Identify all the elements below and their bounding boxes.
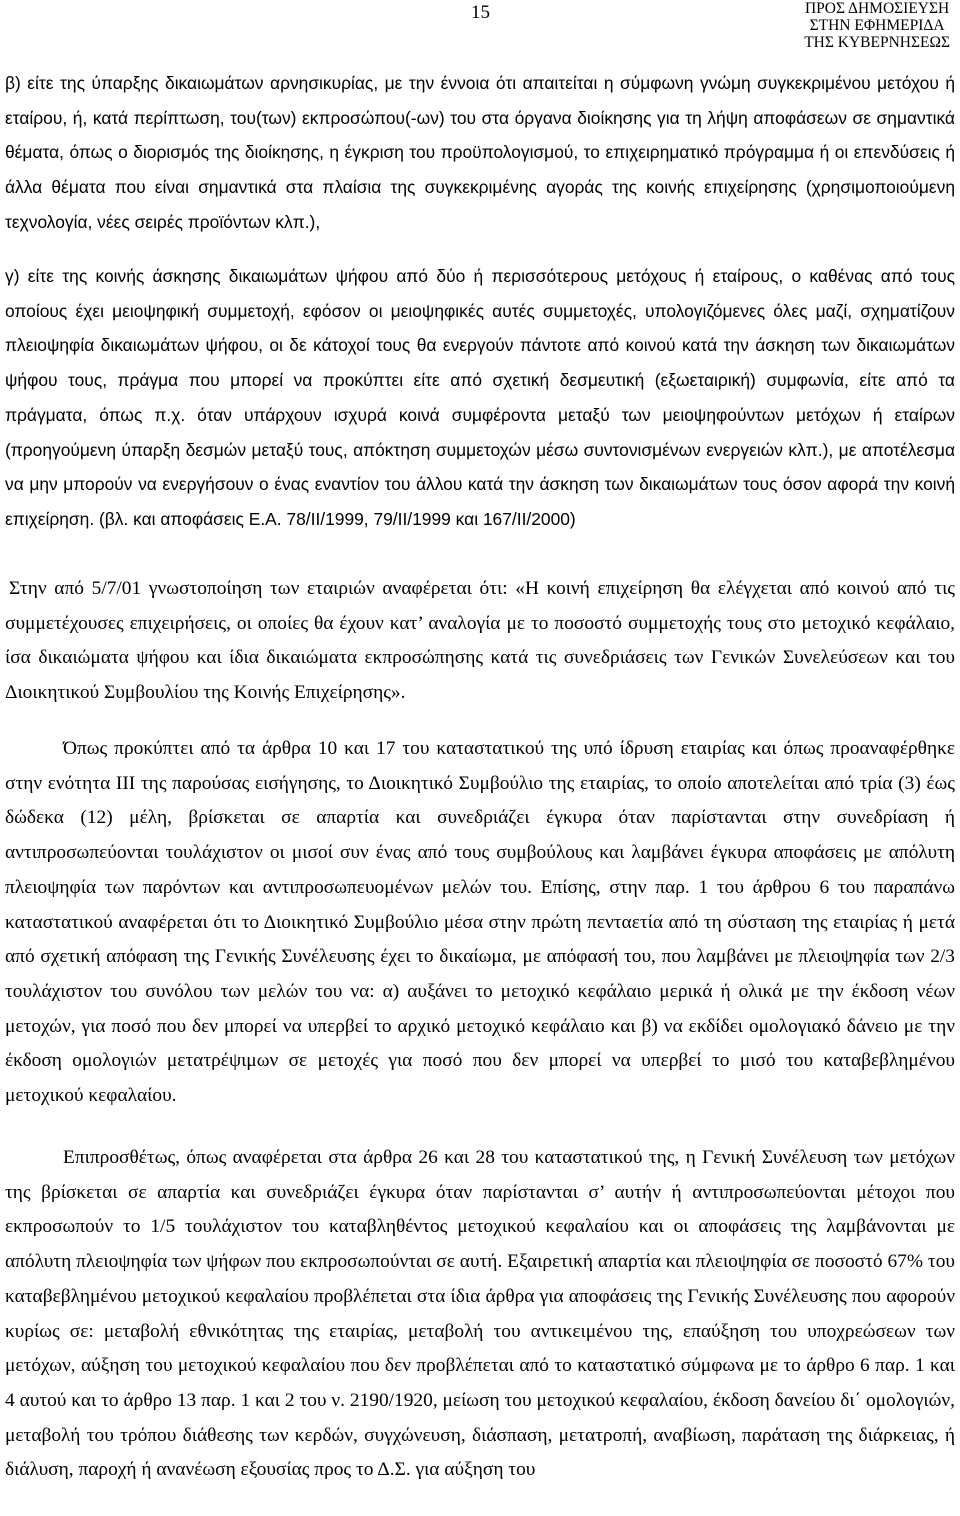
publication-stamp	[804, 0, 950, 51]
paragraph-joint-voting: γ) είτε της κοινής άσκησης δικαιωμάτων ψήφου από δύο ή περισσότερους μετόχους ή εταίρους, ο καθένας από τους οποίους έχει μειοψηφική συμμετοχή, εφόσον οι μειοψηφικές αυτές συμμετοχές, υπολογιζόμενες όλες μαζί, σχηματίζουν πλειοψηφία δικαιωμάτων ψήφου, οι δε κάτοχοί τους θα ενεργούν πάντοτε από κοινού κατά την άσκηση των δικαιωμάτων ψήφου τους, πράγμα που μπορεί να προκύπτει είτε από σχετική δεσμευτική (εξωεταιρική) συμφωνία, είτε από τα πράγματα, όπως π.χ. όταν υπάρχουν ισχυρά κοινά συμφέροντα μεταξύ των μειοψηφούντων μετόχων ή εταίρων (προηγούμενη ύπαρξη δεσμών μεταξύ τους, απόκτηση συμμετοχών μέσω συντονισμένων ενεργειών κλπ.), με αποτέλεσμα να μην μπορούν να ενεργήσουν ο ένας εναντίον του άλλου κατά την άσκηση των δικαιωμάτων τους όσον αφορά την κοινή επιχείρηση. (βλ. και αποφάσεις Ε.Α. 78/ΙΙ/1999, 79/ΙΙ/1999 και 167/ΙΙ/2000)	[5, 266, 955, 529]
stamp-line-2: ΣΤΗΝ ΕΦΗΜΕΡΙΔΑ	[809, 17, 945, 34]
stamp-line-1: ΠΡΟΣ ΔΗΜΟΣΙΕΥΣΗ	[804, 0, 950, 17]
paragraph-veto-rights: β) είτε της ύπαρξης δικαιωμάτων αρνησικυρίας, με την έννοια ότι απαιτείται η σύμφωνη γνώμη συγκεκριμένου μετόχου ή εταίρου, ή, κατά περίπτωση, του(των) εκπροσώπου(-ων) του στα όργανα διοίκησης για τη λήψη αποφάσεων σε σημαντικά θέματα, όπως ο διορισμός της διοίκησης, η έγκριση του προϋπολογισμού, το επιχειρηματικό πρόγραμμα ή οι επενδύσεις ή άλλα θέματα που είναι σημαντικά στα πλαίσια της συγκεκριμένης αγοράς της κοινής επιχείρησης (χρησιμοποιούμενη τεχνολογία, νέες σειρές προϊόντων κλπ.),	[5, 73, 955, 232]
paragraph-general-assembly: Επιπροσθέτως, όπως αναφέρεται στα άρθρα 26 και 28 του καταστατικού της, η Γενική Συνέλευση των μετόχων της βρίσκεται σε απαρτία και συνεδριάζει έγκυρα όταν παρίστανται σ’ αυτήν ή αντιπροσωπεύονται μέτοχοι που εκπροσωπούν το 1/5 τουλάχιστον του καταβληθέντος μετοχικού κεφαλαίου και οι αποφάσεις της λαμβάνονται με απόλυτη πλειοψηφία των ψήφων που εκπροσωπούνται σε αυτή. Εξαιρετική απαρτία και πλειοψηφία σε ποσοστό 67% του καταβεβλημένου μετοχικού κεφαλαίου προβλέπεται στα ίδια άρθρα για αποφάσεις της Γενικής Συνέλευσης που αφορούν κυρίως σε: μεταβολή εθνικότητας της εταιρίας, μεταβολή του αντικειμένου της, επαύξηση του υποχρεώσεων των μετόχων, αύξηση του μετοχικού κεφαλαίου που δεν προβλέπεται από το καταστατικό σύμφωνα με το άρθρο 6 παρ. 1 και 4 αυτού και το άρθρο 13 παρ. 1 και 2 του ν. 2190/1920, μείωση του μετοχικού κεφαλαίου, έκδοση δανείου δι΄ ομολογιών, μεταβολή του τρόπου διάθεσης των κερδών, συγχώνευση, διάσπαση, μετατροπή, αναβίωση, παράταση της διάρκειας, ή διάλυση, παροχή ή ανανέωση εξουσίας προς το Δ.Σ. για αύξηση του	[5, 1147, 955, 1481]
stamp-line-3: ΤΗΣ ΚΥΒΕΡΝΗΣΕΩΣ	[804, 34, 950, 51]
paragraph-notification: Στην από 5/7/01 γνωστοποίηση των εταιριών αναφέρεται ότι: «Η κοινή επιχείρηση θα ελέγχεται από κοινού από τις συμμετέχουσες επιχειρήσεις, οι οποίες θα έχουν κατ’ αναλογία με το ποσοστό συμμετοχής τους στο μετοχικό κεφάλαιο, ίσα δικαιώματα ψήφου και ίδια δικαιώματα εκπροσώπησης κατά τις συνεδριάσεις των Γενικών Συνελεύσεων και του Διοικητικού Συμβουλίου της Κοινής Επιχείρησης».	[5, 578, 955, 704]
paragraph-board-articles: Όπως προκύπτει από τα άρθρα 10 και 17 του καταστατικού της υπό ίδρυση εταιρίας και όπως προαναφέρθηκε στην ενότητα ΙΙΙ της παρούσας εισήγησης, το Διοικητικό Συμβούλιο της εταιρίας, το οποίο αποτελείται από τρία (3) έως δώδεκα (12) μέλη, βρίσκεται σε απαρτία και συνεδριάζει έγκυρα όταν παρίστανται στην συνεδρίαση ή αντιπροσωπεύονται τουλάχιστον οι μισοί συν ένας από τους συμβούλους και λαμβάνει έγκυρα αποφάσεις με απόλυτη πλειοψηφία των παρόντων και αντιπροσωπευομένων μελών του. Επίσης, στην παρ. 1 του άρθρου 6 του παραπάνω καταστατικού αναφέρεται ότι το Διοικητικό Συμβούλιο μέσα στην πρώτη πενταετία από τη σύσταση της εταιρίας ή μετά από σχετική απόφαση της Γενικής Συνέλευσης έχει το δικαίωμα, με απόφασή του, που λαμβάνει με πλειοψηφία των 2/3 τουλάχιστον του συνόλου των μελών του να: α) αυξάνει το μετοχικό κεφάλαιο μερικά ή ολικά με την έκδοση νέων μετοχών, για ποσό που δεν μπορεί να υπερβεί το αρχικό μετοχικό κεφάλαιο και β) να εκδίδει ομολογιακό δάνειο με την έκδοση ομολογιών μετατρέψιμων σε μετοχές για ποσό που δεν μπορεί να υπερβεί το μισό του καταβεβλημένου μετοχικού κεφαλαίου.	[5, 738, 955, 1107]
page-number: 15	[471, 2, 490, 23]
